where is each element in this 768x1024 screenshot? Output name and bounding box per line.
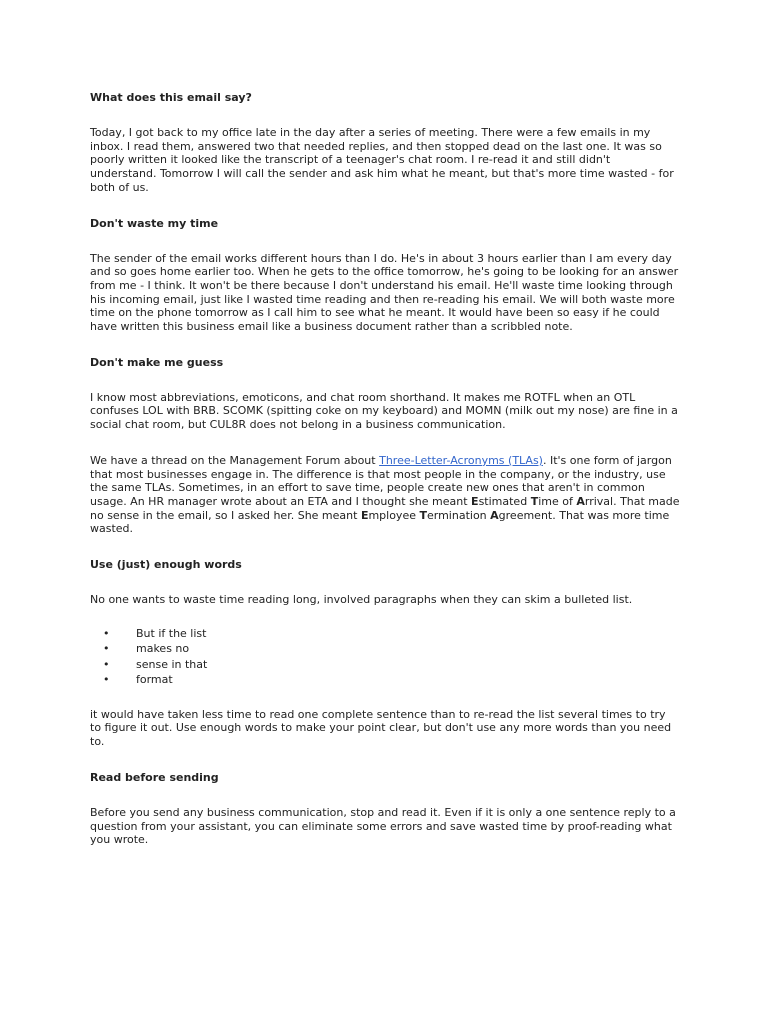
section-heading-use-just-enough-words: Use (just) enough words <box>90 558 242 572</box>
tla-text-pre: We have a thread on the Management Forum about <box>90 453 380 467</box>
bold-letter-e: E <box>471 494 479 508</box>
paragraph-long-paragraphs: No one wants to waste time reading long, involved paragraphs when they can skim a bulleted list. <box>90 593 633 607</box>
paragraph-intro: Today, I got back to my office late in the day after a series of meeting. There were a few emails in my inbox. I read them, answered two that needed replies, and then stopped dead on the last one. It was so poorly written it looked like the transcript of a teenager's chat room. I re-read it and still didn't understand. Tomorrow I will call the sender and ask him what he meant, but that's more time wasted - for both of us. <box>90 126 674 194</box>
list-item <box>90 672 680 688</box>
paragraph-abbreviations: I know most abbreviations, emoticons, and chat room shorthand. It makes me ROTFL when an OTL confuses LOL with BRB. SCOMK (spitting coke on my keyboard) and MOMN (milk out my nose) are fine in a social chat room, but CUL8R does not belong in a business communication. <box>90 390 678 432</box>
paragraph-tla-thread <box>90 454 680 536</box>
bold-letter-t: T <box>530 494 539 508</box>
tla-text-estimated: stimated <box>478 494 531 508</box>
list-item <box>90 626 680 642</box>
bold-letter-e-2: E <box>360 508 369 522</box>
bullet-icon: • <box>103 657 110 671</box>
tla-text-post: . It's one form of jargon that most businesses engage in. The difference is that most people in the company, or the industry, use the same TLAs. Sometimes, in an effort to save time, people create new ones that aren't in common usage. An HR manager wrote about an ETA and I thought she meant <box>90 453 672 508</box>
bold-letter-t-2: T <box>419 508 427 522</box>
bold-letter-a: A <box>576 494 585 508</box>
list-item-text: makes no <box>136 642 190 656</box>
list-item-text: sense in that <box>136 657 208 671</box>
bold-letter-a-2: A <box>490 508 499 522</box>
bullet-icon: • <box>103 642 110 656</box>
bullet-icon: • <box>103 673 110 687</box>
tla-forum-link[interactable]: Three-Letter-Acronyms (TLAs) <box>379 453 543 467</box>
section-heading-what-does-this-email-say: What does this email say? <box>90 91 252 104</box>
tla-text-employee: mployee <box>368 508 420 522</box>
list-item <box>90 657 680 673</box>
section-heading-dont-waste-my-time: Don't waste my time <box>90 216 219 230</box>
bullet-icon: • <box>103 626 110 640</box>
tla-text-arrival: rrival. That made no sense in the email, so I asked her. She meant <box>90 494 680 522</box>
bulleted-list <box>90 626 680 688</box>
list-item <box>90 641 680 657</box>
tla-text-time: ime of <box>538 494 577 508</box>
paragraph-complete-sentence: it would have taken less time to read one complete sentence than to re-read the list several times to try to figure it out. Use enough words to make your point clear, but don't use any more words than you need to. <box>90 707 672 749</box>
paragraph-proofread: Before you send any business communication, stop and read it. Even if it is only a one sentence reply to a question from your assistant, you can eliminate some errors and save wasted time by proof-reading what you wrote. <box>90 805 676 847</box>
tla-text-agreement: greement. That was more time wasted. <box>90 508 670 536</box>
section-heading-read-before-sending: Read before sending <box>90 770 219 784</box>
section-heading-dont-make-me-guess: Don't make me guess <box>90 355 224 369</box>
tla-text-termination: ermination <box>427 508 491 522</box>
list-item-text: But if the list <box>136 626 207 640</box>
document-body <box>90 88 680 847</box>
list-item-text: format <box>136 673 173 687</box>
paragraph-sender-hours: The sender of the email works different hours than I do. He's in about 3 hours earlier than I am every day and so goes home earlier too. When he gets to the office tomorrow, he's going to be looking for an answer from me - I think. It won't be there because I don't understand his email. He'll waste time looking through his incoming email, just like I wasted time reading and then re-reading his email. We will both waste more time on the phone tomorrow as I call him to see what he meant. It would have been so easy if he could have written this business email like a business document rather than a scribbled note. <box>90 251 679 334</box>
